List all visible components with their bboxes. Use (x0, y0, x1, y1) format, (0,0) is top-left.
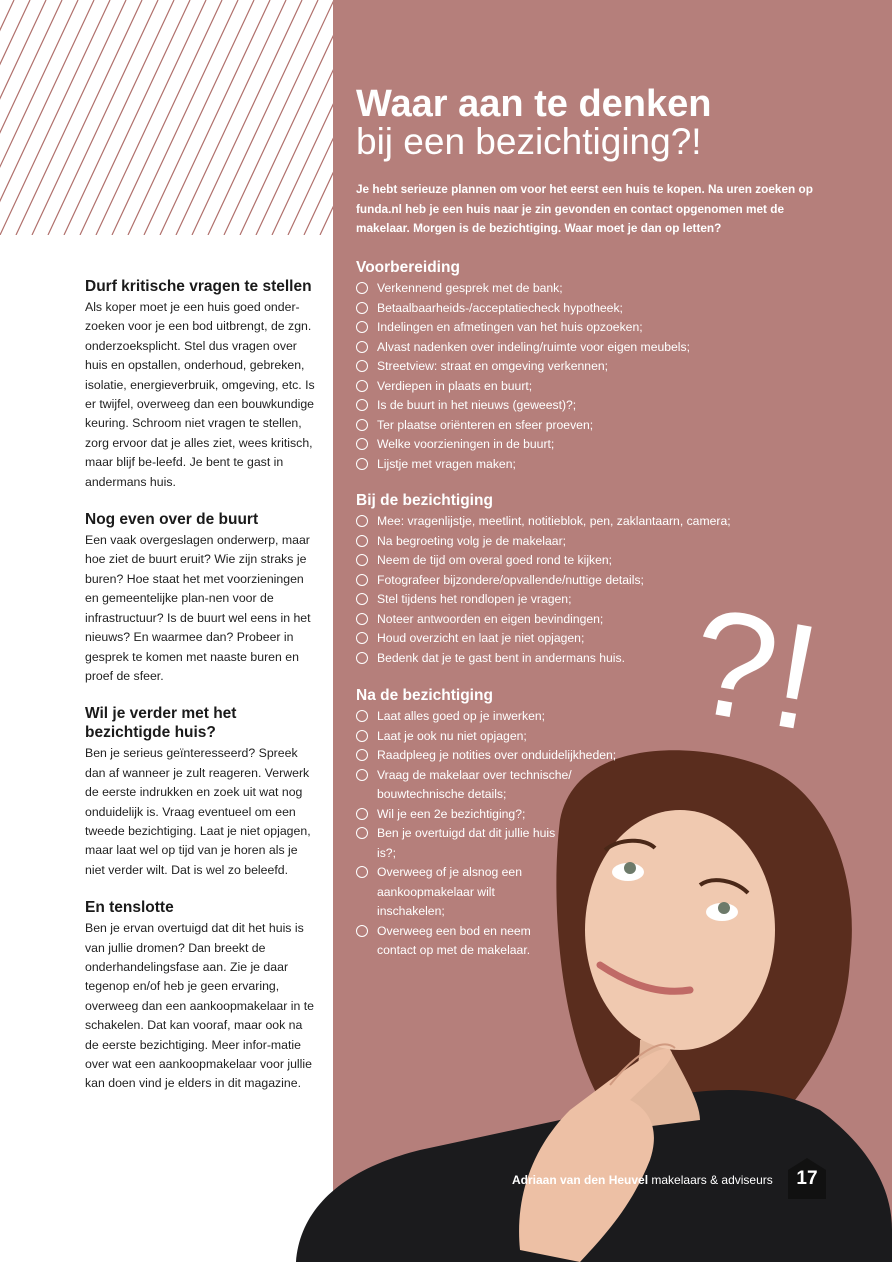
footer-brand (512, 1168, 792, 1192)
checklist-na-de-bezichtiging (356, 686, 646, 961)
checklist-heading: Bij de bezichtiging (356, 492, 493, 509)
checklist-item: Ter plaatse oriënteren en sfeer proeven; (356, 416, 756, 436)
checklist-item: Mee: vragenlijstje, meetlint, notitieblok, pen, zaklantaarn, camera; (356, 512, 776, 532)
circle-bullet-icon (356, 593, 368, 605)
circle-bullet-icon (356, 282, 368, 294)
left-article-column (85, 277, 315, 1112)
circle-bullet-icon (356, 554, 368, 566)
circle-bullet-icon (356, 730, 368, 742)
checklist-item: Laat je ook nu niet opjagen; (356, 727, 646, 747)
checklist-item: Neem de tijd om overal goed rond te kijken; (356, 551, 776, 571)
checklist-item: Noteer antwoorden en eigen bevindingen; (356, 610, 776, 630)
section-body-continue: Ben je serieus geïnteresseerd? Spreek dan af wanneer je zult reageren. Verwerk de eerste indrukken en zoek uit wat nog onduidelijk is. Vraag eventueel om een tweede bezichtiging. Laat je niet opjagen, maar laat wel op tijd van je horen als je niet verder wilt. Dat is wel zo beleefd. (85, 746, 311, 877)
checklist-item: Houd overzicht en laat je niet opjagen; (356, 629, 776, 649)
checklist-item: Welke voorzieningen in de buurt; (356, 435, 756, 455)
checklist-item: Is de buurt in het nieuws (geweest)?; (356, 396, 756, 416)
page-subtitle: bij een bezichtiging?! (356, 121, 702, 162)
circle-bullet-icon (356, 341, 368, 353)
brand-name: Adriaan van den Heuvel (512, 1173, 649, 1187)
circle-bullet-icon (356, 827, 368, 839)
circle-bullet-icon (356, 574, 368, 586)
circle-bullet-icon (356, 399, 368, 411)
checklist-item: Verdiepen in plaats en buurt; (356, 377, 756, 397)
section-heading-critical-questions: Durf kritische vragen te stellen (85, 278, 312, 295)
checklist-item: Streetview: straat en omgeving verkennen; (356, 357, 756, 377)
section-heading-finally: En tenslotte (85, 899, 174, 917)
circle-bullet-icon (356, 710, 368, 722)
checklist-item: Alvast nadenken over indeling/ruimte voor eigen meubels; (356, 338, 756, 358)
checklist-heading: Na de bezichtiging (356, 687, 493, 704)
circle-bullet-icon (356, 535, 368, 547)
checklist-item: Indelingen en afmetingen van het huis opzoeken; (356, 318, 756, 338)
circle-bullet-icon (356, 515, 368, 527)
checklist-item: Wil je een 2e bezichtiging?; (356, 805, 646, 825)
section-heading-continue: Wil je verder met het bezichtigde huis? (85, 705, 237, 742)
page-number-badge (788, 1158, 826, 1199)
section-body-critical-questions: Als koper moet je een huis goed onder-zoeken voor je een bod uitbrengt, de zgn. onderzoeksplicht. Stel dus vragen over huis en opstallen, onderhoud, gebreken, isolatie, energieverbruik, omgeving, etc. Is er twijfel, overweeg dan een bouwkundige keuring. Schroom niet vragen te stellen, zorg ervoor dat je alles ziet, wees kritisch, maar blijf be-leefd. Je bent te gast in andermans huis. (85, 300, 315, 489)
circle-bullet-icon (356, 652, 368, 664)
page-title: Waar aan te denken (356, 83, 712, 125)
checklist-item: Na begroeting volg je de makelaar; (356, 532, 776, 552)
checklist-item: Overweeg of je alsnog een aankoopmakelaar wilt inschakelen; (356, 863, 547, 922)
circle-bullet-icon (356, 749, 368, 761)
checklist-heading: Voorbereiding (356, 259, 460, 276)
question-exclamation-decoration: ?! (678, 575, 831, 763)
checklist-item: Lijstje met vragen maken; (356, 455, 756, 475)
checklist-item: Ben je overtuigd dat dit jullie huis is?; (356, 824, 562, 863)
circle-bullet-icon (356, 321, 368, 333)
checklist-item: Stel tijdens het rondlopen je vragen; (356, 590, 776, 610)
circle-bullet-icon (356, 632, 368, 644)
checklist-item: Vraag de makelaar over technische/ bouwtechnische details; (356, 766, 607, 805)
circle-bullet-icon (356, 925, 368, 937)
circle-bullet-icon (356, 769, 368, 781)
circle-bullet-icon (356, 613, 368, 625)
circle-bullet-icon (356, 360, 368, 372)
checklist-voorbereiding (356, 258, 756, 474)
checklist-item: Betaalbaarheids-/acceptatiecheck hypotheek; (356, 299, 756, 319)
brand-tagline: makelaars & adviseurs (648, 1173, 773, 1187)
circle-bullet-icon (356, 419, 368, 431)
circle-bullet-icon (356, 438, 368, 450)
checklist-item: Laat alles goed op je inwerken; (356, 707, 646, 727)
circle-bullet-icon (356, 302, 368, 314)
checklist-item: Overweeg een bod en neem contact op met de makelaar. (356, 922, 537, 961)
checklist-item: Bedenk dat je te gast bent in andermans huis. (356, 649, 776, 669)
page-number: 17 (796, 1168, 818, 1189)
circle-bullet-icon (356, 458, 368, 470)
intro-paragraph: Je hebt serieuze plannen om voor het eerst een huis te kopen. Na uren zoeken op funda.nl heb je een huis naar je zin gevonden en contact opgenomen met de makelaar. Morgen is de bezichtiging. Waar moet je dan op letten? (356, 182, 813, 236)
section-heading-neighbourhood: Nog even over de buurt (85, 511, 259, 529)
circle-bullet-icon (356, 808, 368, 820)
section-body-finally: Ben je ervan overtuigd dat dit het huis is van jullie dromen? Dan breekt de onderhandelingsfase aan. Zie je daar tegenop en/of heb je geen ervaring, overweeg dan een aankoopmakelaar in te schakelen. Dat kan vooraf, maar ook na de eerste bezichtiging. Meer infor-matie over wat een aankoopmakelaar voor jullie kan doen vind je elders in dit magazine. (85, 921, 315, 1091)
checklist-item: Raadpleeg je notities over onduidelijkheden; (356, 746, 646, 766)
checklist-item: Fotografeer bijzondere/opvallende/nuttige details; (356, 571, 776, 591)
checklist-bij-de-bezichtiging (356, 491, 776, 668)
circle-bullet-icon (356, 866, 368, 878)
section-body-neighbourhood: Een vaak overgeslagen onderwerp, maar hoe ziet de buurt eruit? Wie zijn straks je buren? Hoe staat het met voorzieningen en gemeentelijke plan-nen voor de infrastructuur? Is de buurt wel eens in het nieuws? En waarmee dan? Probeer in gesprek te komen met naaste buren en proef de sfeer. (85, 533, 311, 683)
circle-bullet-icon (356, 380, 368, 392)
checklist-item: Verkennend gesprek met de bank; (356, 279, 756, 299)
